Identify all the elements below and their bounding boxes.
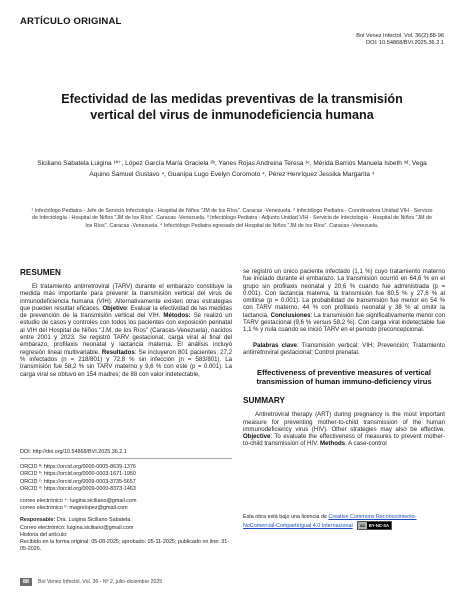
objective-text: : To evaluate the effectiveness of measures to prevent mother-to-child transmission of HIV.	[243, 433, 445, 448]
keywords	[243, 342, 445, 357]
left-column	[20, 268, 232, 378]
methods-text: . A case-control	[345, 440, 387, 448]
section-label: ARTÍCULO ORIGINAL	[20, 16, 122, 27]
continuation-text: se registró un único paciente infectado (1,1 %) cuyo tratamiento materno fue iniciado durante el embarazo. La transmisión ocurrió en 64,6 % en el grupo sin profilaxis neonatal y 20,6 % cuando fue administrada (p = 0.001). Con lactancia materna, la transmisión fue 80,5 % y 27,6 % al omitirse (p = 0.001). La probabilidad de transmisión fue menor en 54 % con TARV materno, 44 % con profilaxis neonatal y 38 % al omitir la lactancia.	[243, 268, 445, 319]
history-text: Recibido en la forma original: 05-08-2025; aprobado: 05-11-2025; publicado on line: 31-05-2026.	[20, 539, 230, 553]
metodos-label: Métodos:	[163, 312, 191, 320]
right-column	[243, 268, 445, 448]
orcid-3[interactable]: ORCID ᵈ: https://orcid.org/0009-0000-8373-1463	[20, 485, 136, 492]
resultados-label: Resultados	[101, 348, 135, 356]
resumen-continuation	[243, 268, 445, 334]
cc-badge-right: BY-NC-SA	[368, 523, 390, 529]
page-footer	[20, 578, 162, 586]
objetivo-text: : Evaluar la efectividad de las medidas de prevención de la transmisión vertical del VIH.	[20, 304, 232, 320]
cc-badge-left: cc	[360, 523, 365, 529]
resultados-text: : Se incluyeron 801 pacientes; 27,2 % infectados (n = 218/801) y 72,8 % sin infección (n = 583/801). La transmisión fue 58,2 % sin TARV materno y 9,6 % con este (p = 0.001). La carga viral se obtuvo en 154 madres; de 88 con valor indetectable,	[20, 348, 232, 378]
author-list: Siciliano Sabatela Luigina ¹ª⁺, López García María Graciela ²ᵇ, Yanes Rojas Andreina Teresa ³ᶜ, Mérida Barrios Manuela Isbeth ³ᵈ, Vega Aquino Samuel Gustavo ⁴, Guanipa Lugo Evelyn Coromoto ⁴, Pérez Henríquez Jessika Margarita ⁴	[37, 160, 427, 178]
responsable-text: Dra. Luigina Siciliano Sabatela.	[55, 517, 132, 524]
summary-intro: Antiretroviral therapy (ART) during pregnancy is the most important measure for preventing mother-to-child transmission of the human immunodeficiency virus (HIV). Other strategies may also be effective.	[243, 411, 445, 433]
summary-body	[243, 411, 445, 447]
license-notice	[243, 514, 445, 530]
responsable-email[interactable]: Correo electrónico: luigina.siciliano@gmail.com	[20, 524, 134, 531]
license-link[interactable]: Creative Commons Reconocimiento-NoComercial-CompartirIgual 4.0 Internacional	[243, 514, 417, 530]
resumen-body	[20, 283, 232, 378]
affiliations: ¹ Infectólogo Pediatra - Jefe de Servicio Infectología - Hospital de Niños "JM de los Ríos". Caracas -Venezuela. ² Infectólogo Pediatra - Coordinadora Unidad VIH - Servicio de Infectología - Hospital de Niños "JM de los Ríos". Caracas -Venezuela. ³ Infectólogo Pediatra - Adjunto Unidad VIH - Servicio de Infectología - Hospital de Niños "JM de los Ríos". Caracas -Venezuela. ⁴ Infectólogo Pediatra egresado del Hospital de Niños "JM de los Ríos". Caracas -Venezuela.	[31, 208, 433, 229]
journal-citation-block	[356, 33, 444, 47]
metodos-text: Se realizó un estudio de casos y controles con todos los pacientes con exposición perinatal al VIH del Hospital de Niños "J.M. de los Ríos" (Caracas-Venezuela), nacidos entre 2001 y 2023. Se registró TARV gestacional, carga viral al final del embarazo, profilaxis neonatal y lactancia materna. El análisis incluyó regresión lineal multivariable.	[20, 312, 232, 356]
footer-citation: Bol Venez Infectol. Vol. 36 - Nº 2, julio-diciembre 2025	[38, 579, 163, 585]
keywords-label: Palabras clave	[253, 341, 297, 349]
journal-doi: DOI: 10.54868/BVI.2025.36.2.1	[365, 40, 444, 46]
conclusiones-text: : La transmisión fue significativamente menor con TARV gestacional (9,6 % versus 58,2 %). Con carga viral indetectable fue 1,1 % y nula cuando se inició TARV en el período preconcepcional.	[243, 311, 445, 334]
orcid-2[interactable]: ORCID ᶜ: https://orcid.org/0009-0003-3735-5657	[20, 478, 136, 485]
keywords-text: : Transmisión vertical; VIH; Prevención; Tratamiento antirretroviral gestacional; Control prenatal.	[243, 341, 445, 356]
article-doi-link[interactable]: DOI: http://doi.org/10.54868/BVI.2025.36.2.1	[20, 449, 232, 459]
doi-info-block	[20, 449, 232, 553]
resumen-intro: El tratamiento antirretroviral (TARV) durante el embarazo constituye la medida más importante para prevenir la transmisión vertical del virus de inmunodeficiencia humana (VIH). Alternativamente existen otras estrategias que pueden resultar eficaces.	[20, 283, 232, 312]
objective-label: Objective	[243, 433, 271, 441]
objetivo-label: Objetivo	[102, 304, 127, 312]
resumen-heading: RESUMEN	[20, 268, 61, 277]
page-number: 88	[20, 578, 32, 586]
history-label: Historia del artículo:	[20, 531, 68, 538]
article-title: Efectividad de las medidas preventivas de la transmisión vertical del virus de inmunodeficiencia humana	[61, 92, 403, 122]
orcid-0[interactable]: ORCID ª: https://orcid.org/0000-0005-8639-1376	[20, 464, 136, 471]
conclusiones-label: Conclusiones	[270, 311, 311, 319]
email-0[interactable]: correo electrónico ⁺: luigina.siciliano@gmail.com	[20, 498, 137, 505]
english-title: Effectiveness of preventive measures of vertical transmission of human immuno-deficiency virus	[256, 368, 432, 387]
orcid-1[interactable]: ORCID ᵇ: https://orcid.org/0000-0003-1671-1950	[20, 471, 136, 478]
summary-heading: SUMMARY	[243, 396, 285, 406]
email-1[interactable]: correo electrónico ᵇ: magrelopez@gmail.com	[20, 505, 128, 512]
responsable-label: Responsable:	[20, 517, 56, 524]
cc-license-icon[interactable]	[357, 521, 392, 530]
journal-citation: Bol Venez Infectol. Vol. 36(2):88-96	[356, 33, 444, 39]
license-text: Esta obra está bajo una licencia de	[243, 514, 329, 520]
methods-label: Methods	[320, 440, 346, 448]
responsable-line	[20, 517, 232, 524]
